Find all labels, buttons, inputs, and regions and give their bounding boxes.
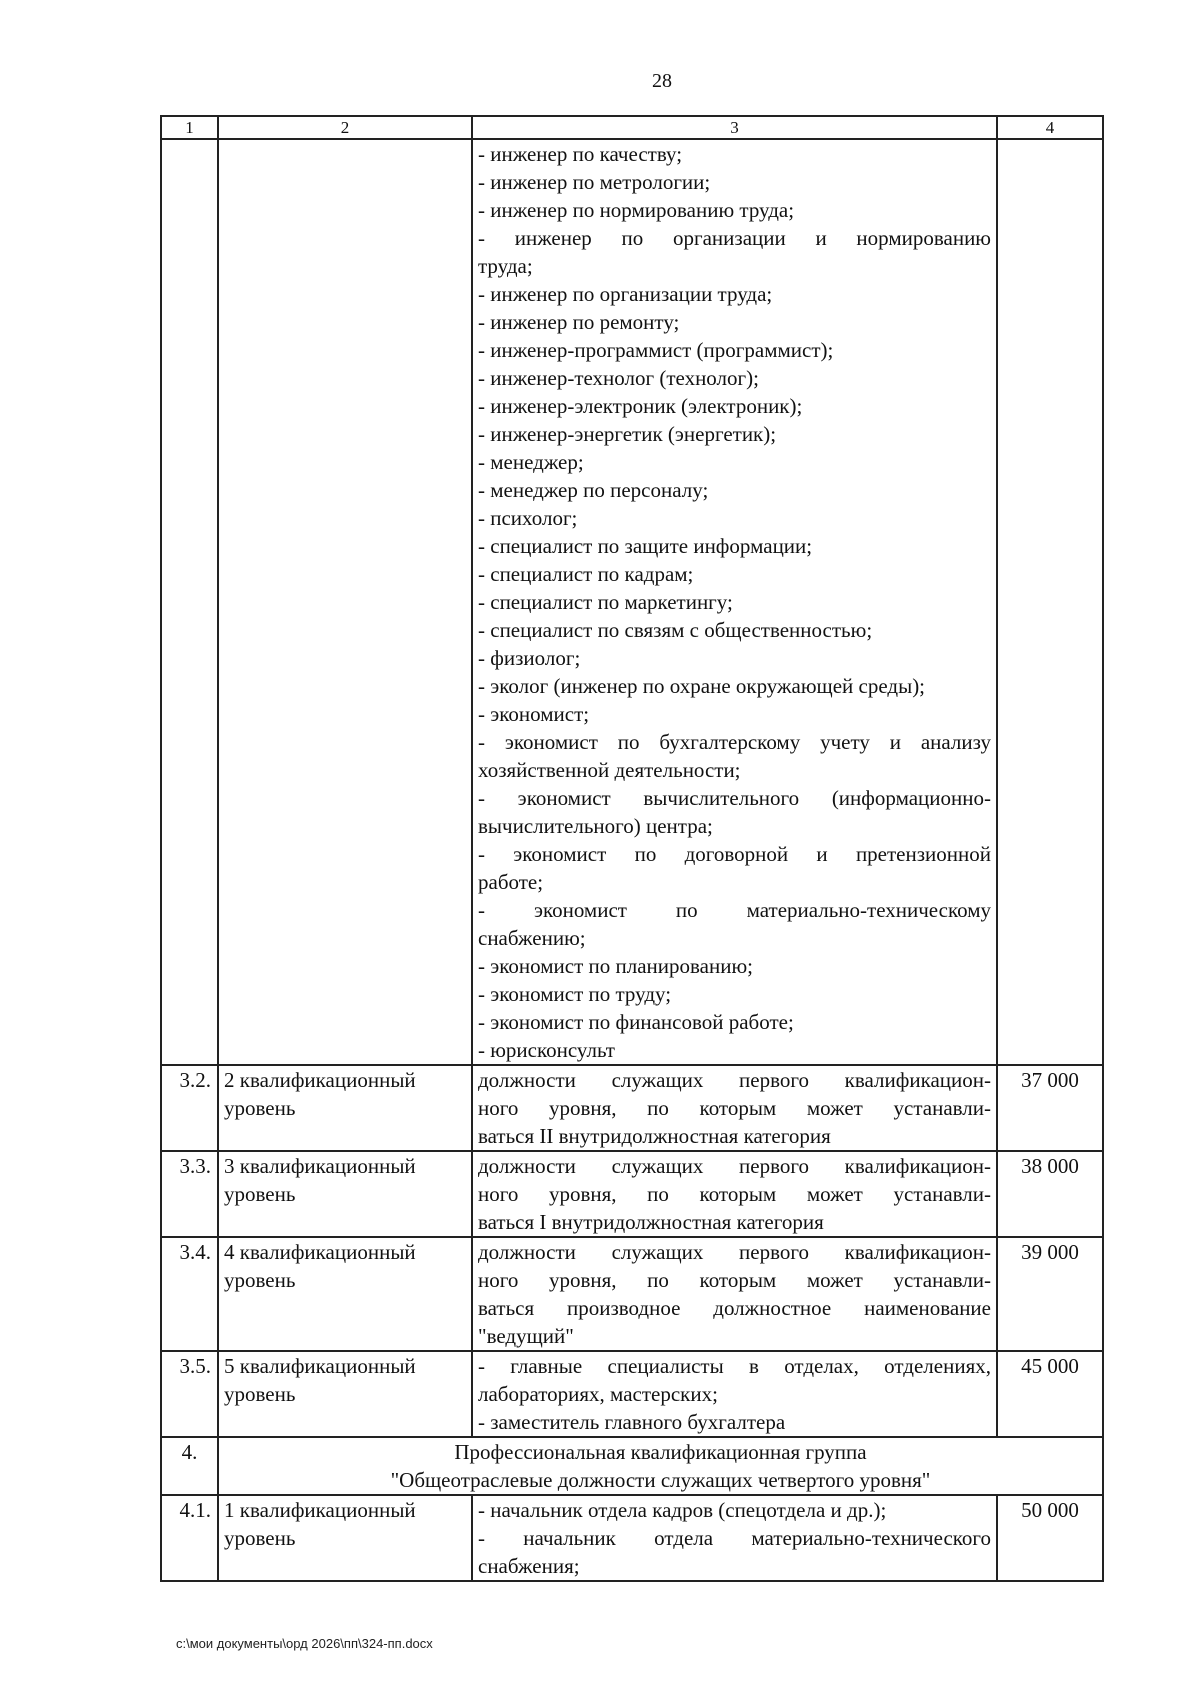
text-line: лабораториях, мастерских;	[478, 1382, 718, 1406]
text-line: - менеджер;	[478, 450, 584, 474]
cell-positions	[472, 1237, 997, 1351]
text-line: - инженер-энергетик (энергетик);	[478, 422, 777, 446]
text-line: - специалист по защите информации;	[478, 534, 813, 558]
table-row-group	[161, 1437, 1103, 1495]
text-line: ваться II внутридолжностная категория	[478, 1124, 831, 1148]
cell-num: 3.2.	[161, 1065, 218, 1151]
text-line: - экономист;	[478, 702, 590, 726]
text-line: работе;	[478, 870, 544, 894]
group-title-line: Профессиональная квалификационная группа	[454, 1440, 867, 1464]
header-col-1: 1	[161, 116, 218, 139]
level-line: 1 квалификационный	[224, 1498, 416, 1522]
text-line: - инженер-технолог (технолог);	[478, 366, 759, 390]
cell-value: 45 000	[997, 1351, 1103, 1437]
table-row	[161, 1495, 1103, 1581]
text-line: - заместитель главного бухгалтера	[478, 1410, 786, 1434]
cell-num	[161, 139, 218, 1065]
text-line: - начальник отдела кадров (спецотдела и др.);	[478, 1498, 887, 1522]
text-line: - юрисконсульт	[478, 1038, 615, 1062]
cell-value	[997, 139, 1103, 1065]
cell-level	[218, 1495, 472, 1581]
text-line: - экономист по финансовой работе;	[478, 1010, 794, 1034]
text-line: должности служащих первого квалификацион-	[478, 1240, 991, 1264]
text-line: - начальник отдела материально-технического	[478, 1526, 991, 1550]
text-line: - экономист по материально-техническому	[478, 898, 991, 922]
level-line: уровень	[224, 1268, 296, 1292]
text-line: - специалист по связям с общественностью;	[478, 618, 873, 642]
text-line: - инженер-программист (программист);	[478, 338, 834, 362]
text-line: - инженер по организации труда;	[478, 282, 773, 306]
text-line: - психолог;	[478, 506, 578, 530]
table-row	[161, 1065, 1103, 1151]
cell-group-num: 4.	[161, 1437, 218, 1495]
cell-level	[218, 1151, 472, 1237]
text-line: - инженер-электроник (электроник);	[478, 394, 803, 418]
cell-num: 4.1.	[161, 1495, 218, 1581]
level-line: уровень	[224, 1382, 296, 1406]
cell-level	[218, 1237, 472, 1351]
text-line: - экономист по труду;	[478, 982, 672, 1006]
text-line: ного уровня, по которым может устанавли-	[478, 1096, 991, 1120]
table-row	[161, 1351, 1103, 1437]
text-line: снабжения;	[478, 1554, 580, 1578]
text-line: - инженер по метрологии;	[478, 170, 711, 194]
cell-level	[218, 1351, 472, 1437]
table-row	[161, 1151, 1103, 1237]
level-line: 4 квалификационный	[224, 1240, 416, 1264]
cell-num: 3.5.	[161, 1351, 218, 1437]
page-number: 28	[652, 70, 672, 92]
level-line: 5 квалификационный	[224, 1354, 416, 1378]
text-line: - инженер по нормированию труда;	[478, 198, 795, 222]
text-line: - эколог (инженер по охране окружающей среды);	[478, 674, 926, 698]
table-header-row	[161, 116, 1103, 139]
text-line: хозяйственной деятельности;	[478, 758, 741, 782]
text-line: - инженер по организации и нормированию	[478, 226, 991, 250]
header-col-3: 3	[472, 116, 997, 139]
text-line: - экономист по договорной и претензионной	[478, 842, 991, 866]
text-line: ваться производное должностное наименование	[478, 1296, 991, 1320]
cell-level	[218, 1065, 472, 1151]
cell-value: 38 000	[997, 1151, 1103, 1237]
cell-value: 39 000	[997, 1237, 1103, 1351]
text-line: - инженер по качеству;	[478, 142, 683, 166]
cell-value: 50 000	[997, 1495, 1103, 1581]
group-title-line: "Общеотраслевые должности служащих четвертого уровня"	[390, 1468, 931, 1492]
text-line: "ведущий"	[478, 1324, 574, 1348]
level-line: уровень	[224, 1526, 296, 1550]
cell-positions	[472, 1151, 997, 1237]
cell-num: 3.4.	[161, 1237, 218, 1351]
level-line: 3 квалификационный	[224, 1154, 416, 1178]
header-col-4: 4	[997, 116, 1103, 139]
footer-file-path: c:\мои документы\орд 2026\пп\324-пп.docx	[176, 1636, 433, 1651]
text-line: - экономист вычислительного (информационно-	[478, 786, 991, 810]
text-line: ного уровня, по которым может устанавли-	[478, 1268, 991, 1292]
text-line: ного уровня, по которым может устанавли-	[478, 1182, 991, 1206]
text-line: - физиолог;	[478, 646, 581, 670]
text-line: - экономист по планированию;	[478, 954, 753, 978]
text-line: ваться I внутридолжностная категория	[478, 1210, 824, 1234]
text-line: - инженер по ремонту;	[478, 310, 680, 334]
header-col-2: 2	[218, 116, 472, 139]
cell-positions	[472, 1065, 997, 1151]
text-line: должности служащих первого квалификацион-	[478, 1154, 991, 1178]
cell-level	[218, 139, 472, 1065]
text-line: должности служащих первого квалификацион-	[478, 1068, 991, 1092]
cell-num: 3.3.	[161, 1151, 218, 1237]
text-line: - специалист по маркетингу;	[478, 590, 733, 614]
text-line: - экономист по бухгалтерскому учету и анализу	[478, 730, 991, 754]
cell-group-title	[218, 1437, 1103, 1495]
qualification-table	[160, 115, 1104, 1582]
text-line: труда;	[478, 254, 533, 278]
table-row-continuation	[161, 139, 1103, 1065]
cell-value: 37 000	[997, 1065, 1103, 1151]
text-line: вычислительного) центра;	[478, 814, 713, 838]
level-line: 2 квалификационный	[224, 1068, 416, 1092]
cell-positions	[472, 1495, 997, 1581]
cell-positions	[472, 1351, 997, 1437]
text-line: - специалист по кадрам;	[478, 562, 694, 586]
text-line: снабжению;	[478, 926, 586, 950]
text-line: - главные специалисты в отделах, отделениях,	[478, 1354, 991, 1378]
level-line: уровень	[224, 1182, 296, 1206]
text-line: - менеджер по персоналу;	[478, 478, 709, 502]
cell-positions	[472, 139, 997, 1065]
level-line: уровень	[224, 1096, 296, 1120]
table-row	[161, 1237, 1103, 1351]
